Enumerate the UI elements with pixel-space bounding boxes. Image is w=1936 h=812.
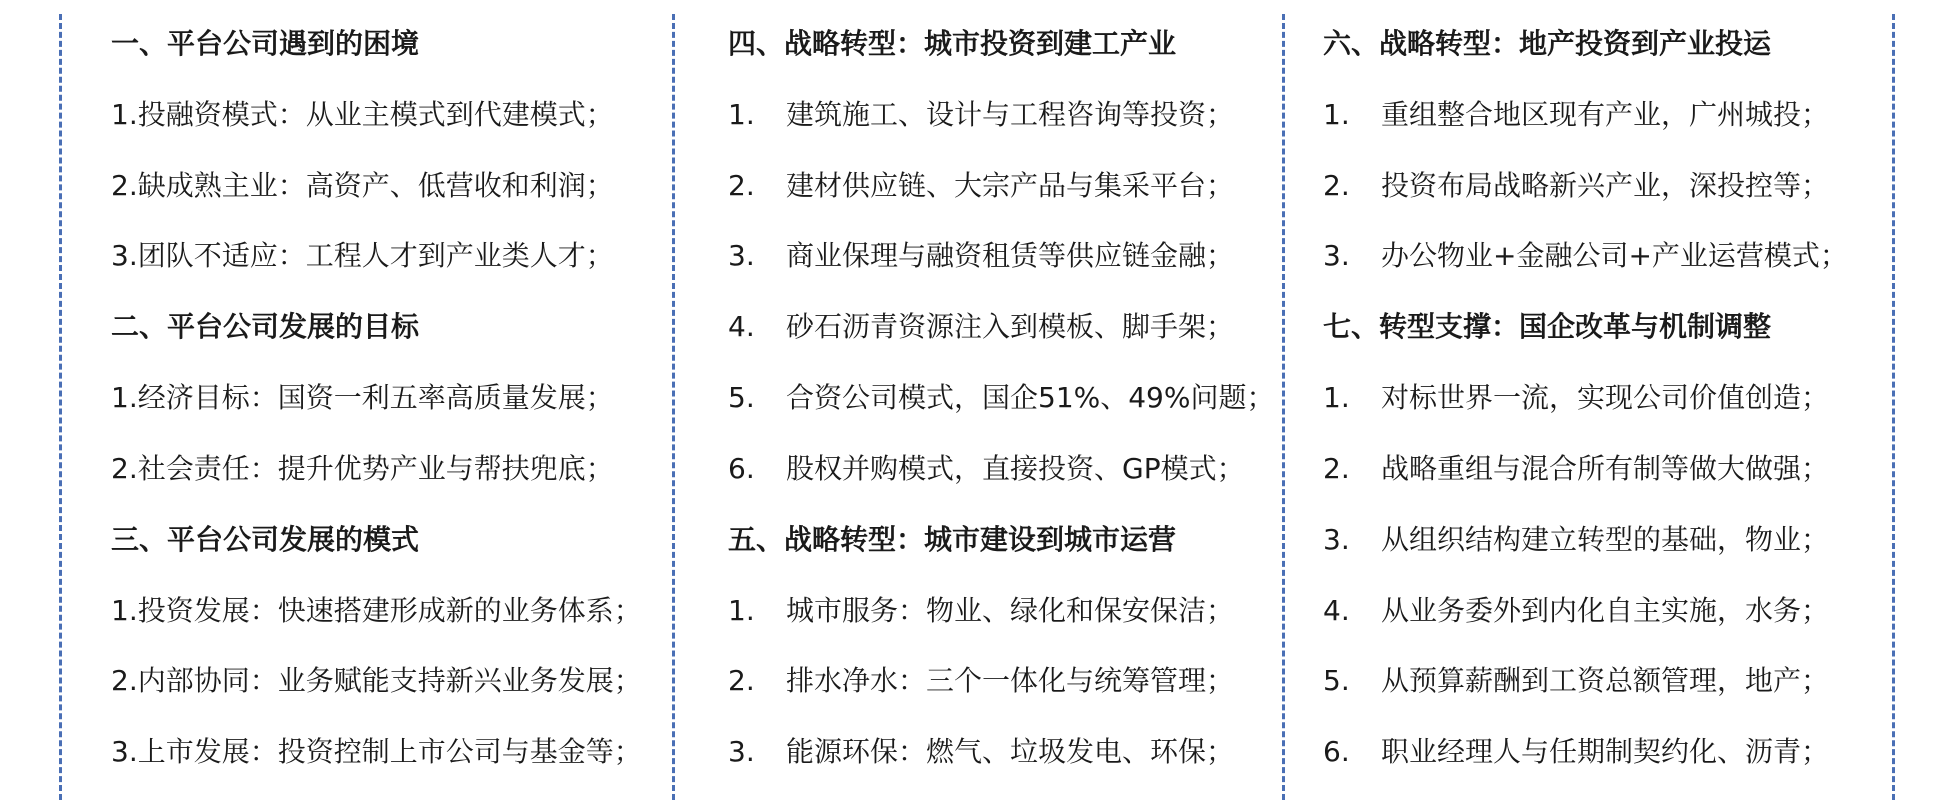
list-item bbox=[728, 732, 1234, 772]
section-heading: 三、平台公司发展的模式 bbox=[111, 523, 420, 556]
list-item bbox=[1323, 661, 1829, 701]
item-number: 2. bbox=[728, 169, 755, 202]
item-text: 商业保理与融资租赁等供应链金融； bbox=[786, 239, 1235, 272]
item-text: 合资公司模式，国企51%、49%问题； bbox=[786, 381, 1275, 414]
list-item bbox=[111, 732, 642, 772]
item-number: 3. bbox=[728, 735, 755, 768]
item-number: 1. bbox=[111, 381, 138, 414]
list-item bbox=[728, 378, 1274, 418]
column-divider-left bbox=[59, 14, 62, 800]
item-number: 2. bbox=[728, 664, 755, 697]
item-text: 建材供应链、大宗产品与集采平台； bbox=[786, 169, 1235, 202]
list-item bbox=[1323, 166, 1829, 206]
section-heading: 二、平台公司发展的目标 bbox=[111, 310, 420, 343]
list-item bbox=[728, 591, 1234, 631]
item-text: 对标世界一流，实现公司价值创造； bbox=[1381, 381, 1830, 414]
list-item bbox=[728, 95, 1234, 135]
item-text: 砂石沥青资源注入到模板、脚手架； bbox=[786, 310, 1235, 343]
list-item bbox=[1323, 378, 1829, 418]
item-text: 社会责任：提升优势产业与帮扶兜底； bbox=[137, 452, 614, 485]
item-text: 经济目标：国资一利五率高质量发展； bbox=[137, 381, 614, 414]
item-text: 战略重组与混合所有制等做大做强； bbox=[1381, 452, 1830, 485]
item-number: 2. bbox=[1323, 452, 1350, 485]
item-number: 1. bbox=[1323, 381, 1350, 414]
item-text: 股权并购模式，直接投资、GP模式； bbox=[786, 452, 1245, 485]
list-item bbox=[1323, 449, 1829, 489]
item-text: 上市发展：投资控制上市公司与基金等； bbox=[137, 735, 642, 768]
list-item bbox=[728, 307, 1234, 347]
item-number: 5. bbox=[1323, 664, 1350, 697]
item-number: 1. bbox=[728, 594, 755, 627]
column-divider-center-right bbox=[1282, 14, 1285, 800]
item-text: 排水净水：三个一体化与统筹管理； bbox=[786, 664, 1235, 697]
item-number: 3. bbox=[111, 735, 138, 768]
list-item bbox=[111, 166, 614, 206]
item-text: 投资发展：快速搭建形成新的业务体系； bbox=[137, 594, 642, 627]
section-heading: 五、战略转型：城市建设到城市运营 bbox=[728, 523, 1177, 556]
item-text: 重组整合地区现有产业，广州城投； bbox=[1381, 98, 1830, 131]
list-item bbox=[1323, 520, 1829, 560]
list-item bbox=[1323, 236, 1848, 276]
list-item bbox=[1323, 732, 1829, 772]
list-item bbox=[1323, 95, 1829, 135]
item-number: 4. bbox=[728, 310, 755, 343]
list-item bbox=[728, 449, 1245, 489]
list-item bbox=[111, 236, 614, 276]
item-number: 1. bbox=[111, 98, 138, 131]
section-heading: 四、战略转型：城市投资到建工产业 bbox=[728, 27, 1177, 60]
item-text: 能源环保：燃气、垃圾发电、环保； bbox=[786, 735, 1235, 768]
item-number: 1. bbox=[728, 98, 755, 131]
item-number: 3. bbox=[1323, 523, 1350, 556]
list-item bbox=[728, 236, 1234, 276]
item-number: 2. bbox=[1323, 169, 1350, 202]
list-item bbox=[728, 661, 1234, 701]
item-text: 办公物业+金融公司+产业运营模式； bbox=[1381, 239, 1848, 272]
item-text: 从业务委外到内化自主实施，水务； bbox=[1381, 594, 1830, 627]
section-heading: 六、战略转型：地产投资到产业投运 bbox=[1323, 27, 1772, 60]
item-text: 城市服务：物业、绿化和保安保洁； bbox=[786, 594, 1235, 627]
list-item bbox=[111, 378, 614, 418]
item-text: 职业经理人与任期制契约化、沥青； bbox=[1381, 735, 1830, 768]
item-number: 1. bbox=[111, 594, 138, 627]
column-divider-center-left bbox=[672, 14, 675, 800]
list-item bbox=[111, 661, 642, 701]
item-text: 团队不适应：工程人才到产业类人才； bbox=[137, 239, 614, 272]
list-item bbox=[728, 166, 1234, 206]
section-heading: 七、转型支撑：国企改革与机制调整 bbox=[1323, 310, 1772, 343]
item-number: 2. bbox=[111, 169, 138, 202]
item-number: 3. bbox=[111, 239, 138, 272]
item-text: 投融资模式：从业主模式到代建模式； bbox=[137, 98, 614, 131]
item-number: 3. bbox=[1323, 239, 1350, 272]
section-heading: 一、平台公司遇到的困境 bbox=[111, 27, 420, 60]
list-item bbox=[111, 591, 642, 631]
list-item bbox=[1323, 591, 1829, 631]
item-number: 4. bbox=[1323, 594, 1350, 627]
item-number: 2. bbox=[111, 664, 138, 697]
item-number: 6. bbox=[728, 452, 755, 485]
item-number: 2. bbox=[111, 452, 138, 485]
item-number: 3. bbox=[728, 239, 755, 272]
item-text: 内部协同：业务赋能支持新兴业务发展； bbox=[137, 664, 642, 697]
item-text: 从预算薪酬到工资总额管理，地产； bbox=[1381, 664, 1830, 697]
item-number: 1. bbox=[1323, 98, 1350, 131]
list-item bbox=[111, 95, 614, 135]
item-text: 建筑施工、设计与工程咨询等投资； bbox=[786, 98, 1235, 131]
item-text: 缺成熟主业：高资产、低营收和利润； bbox=[137, 169, 614, 202]
item-text: 投资布局战略新兴产业，深投控等； bbox=[1381, 169, 1830, 202]
item-number: 6. bbox=[1323, 735, 1350, 768]
item-text: 从组织结构建立转型的基础，物业； bbox=[1381, 523, 1830, 556]
column-divider-right bbox=[1892, 14, 1895, 800]
item-number: 5. bbox=[728, 381, 755, 414]
list-item bbox=[111, 449, 614, 489]
